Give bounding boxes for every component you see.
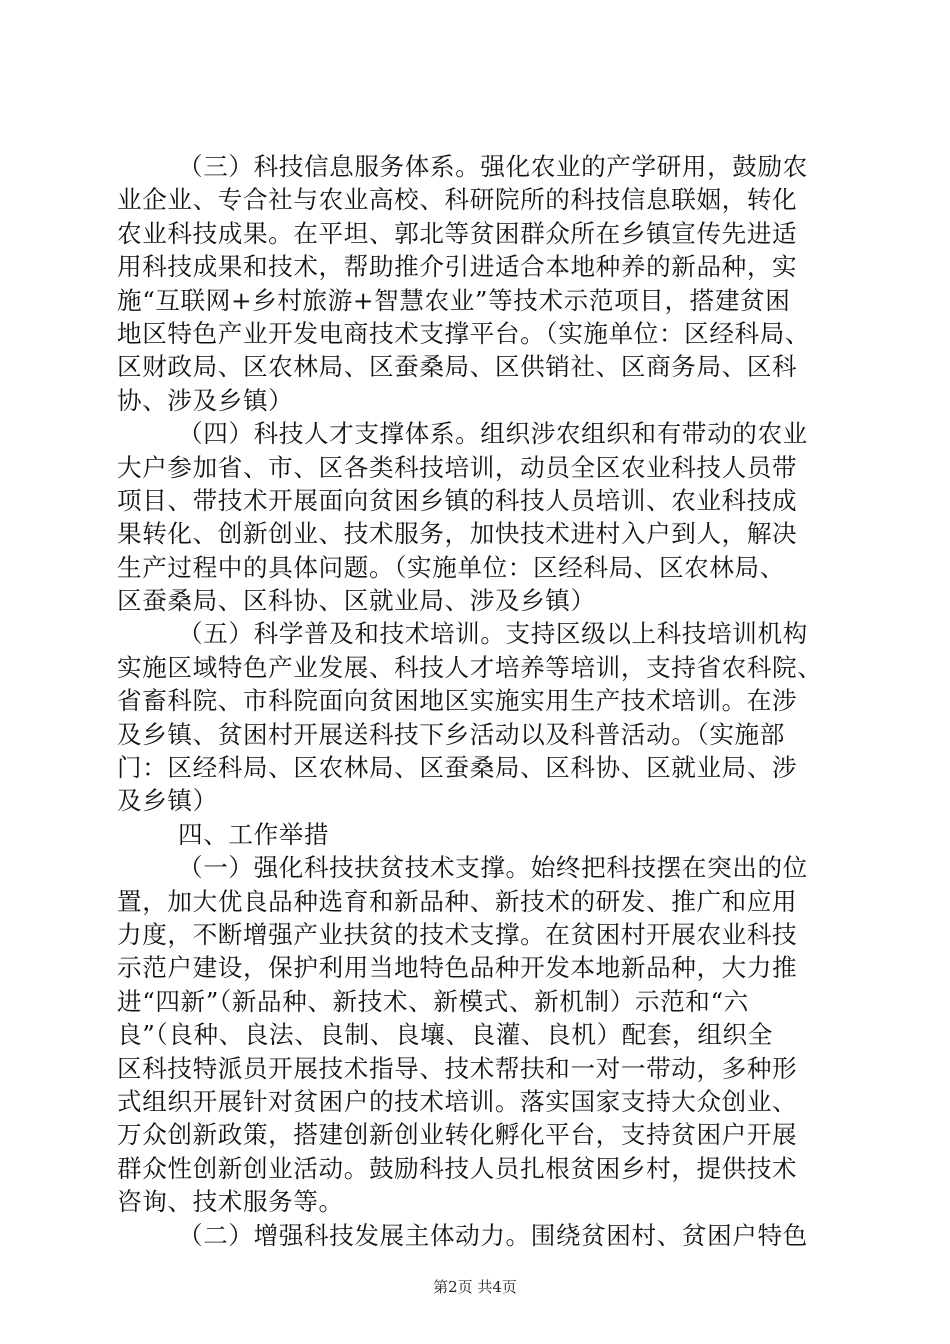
text-line: 地区特色产业开发电商技术支撑平台。（实施单位：区经科局、 <box>117 318 811 348</box>
text-line: 式组织开展针对贫困户的技术培训。落实国家支持大众创业、 <box>117 1086 798 1116</box>
text-line: 群众性创新创业活动。鼓励科技人员扎根贫困乡村，提供技术 <box>117 1153 798 1183</box>
text-line: 示范户建设，保护利用当地特色品种开发本地新品种，大力推 <box>117 953 798 983</box>
text-line: （二）增强科技发展主体动力。围绕贫困村、贫困户特色 <box>178 1220 808 1250</box>
text-line: 良”（良种、良法、良制、良壤、良灌、良机）配套，组织全 <box>117 1020 773 1050</box>
text-line: 大户参加省、市、区各类科技培训，动员全区农业科技人员带 <box>117 452 798 482</box>
text-line: 农业科技成果。在平坦、郭北等贫困群众所在乡镇宣传先进适 <box>117 218 798 248</box>
text-line: （一）强化科技扶贫技术支撑。始终把科技摆在突出的位 <box>178 853 808 883</box>
text-line: 实施区域特色产业发展、科技人才培养等培训，支持省农科院、 <box>117 652 823 682</box>
text-line: 门：区经科局、区农林局、区蚕桑局、区科协、区就业局、涉 <box>117 753 798 783</box>
text-line: 区科技特派员开展技术指导、技术帮扶和一对一带动，多种形 <box>117 1053 798 1083</box>
text-line: 协、涉及乡镇） <box>117 385 294 415</box>
text-line: 生产过程中的具体问题。（实施单位：区经科局、区农林局、 <box>117 552 785 582</box>
text-line: 施“互联网+乡村旅游+智慧农业”等技术示范项目，搭建贫困 <box>117 285 791 315</box>
text-line: 四、工作举措 <box>178 819 330 849</box>
text-line: 力度，不断增强产业扶贫的技术支撑。在贫困村开展农业科技 <box>117 919 798 949</box>
text-line: 区蚕桑局、区科协、区就业局、涉及乡镇） <box>117 586 596 616</box>
text-line: （五）科学普及和技术培训。支持区级以上科技培训机构 <box>178 619 808 649</box>
page-footer: 第2页 共4页 <box>433 1278 517 1296</box>
text-line: 及乡镇） <box>117 786 218 816</box>
text-line: 用科技成果和技术，帮助推介引进适合本地种养的新品种，实 <box>117 252 798 282</box>
text-line: 置，加大优良品种选育和新品种、新技术的研发、推广和应用 <box>117 886 798 916</box>
text-line: 万众创新政策，搭建创新创业转化孵化平台，支持贫困户开展 <box>117 1120 798 1150</box>
text-line: 及乡镇、贫困村开展送科技下乡活动以及科普活动。（实施部 <box>117 719 785 749</box>
text-line: 省畜科院、市科院面向贫困地区实施实用生产技术培训。在涉 <box>117 686 798 716</box>
text-line: 项目、带技术开展面向贫困乡镇的科技人员培训、农业科技成 <box>117 485 798 515</box>
text-line: 进“四新”（新品种、新技术、新模式、新机制）示范和“六 <box>117 986 749 1016</box>
text-line: （三）科技信息服务体系。强化农业的产学研用，鼓励农 <box>178 152 808 181</box>
text-line: （四）科技人才支撑体系。组织涉农组织和有带动的农业 <box>178 419 808 449</box>
document-body <box>117 150 837 1252</box>
text-line: 区财政局、区农林局、区蚕桑局、区供销社、区商务局、区科 <box>117 352 798 382</box>
text-line: 业企业、专合社与农业高校、科研院所的科技信息联姻，转化 <box>117 185 798 215</box>
text-line: 果转化、创新创业、技术服务，加快技术进村入户到人，解决 <box>117 519 798 549</box>
text-line: 咨询、技术服务等。 <box>117 1187 344 1217</box>
